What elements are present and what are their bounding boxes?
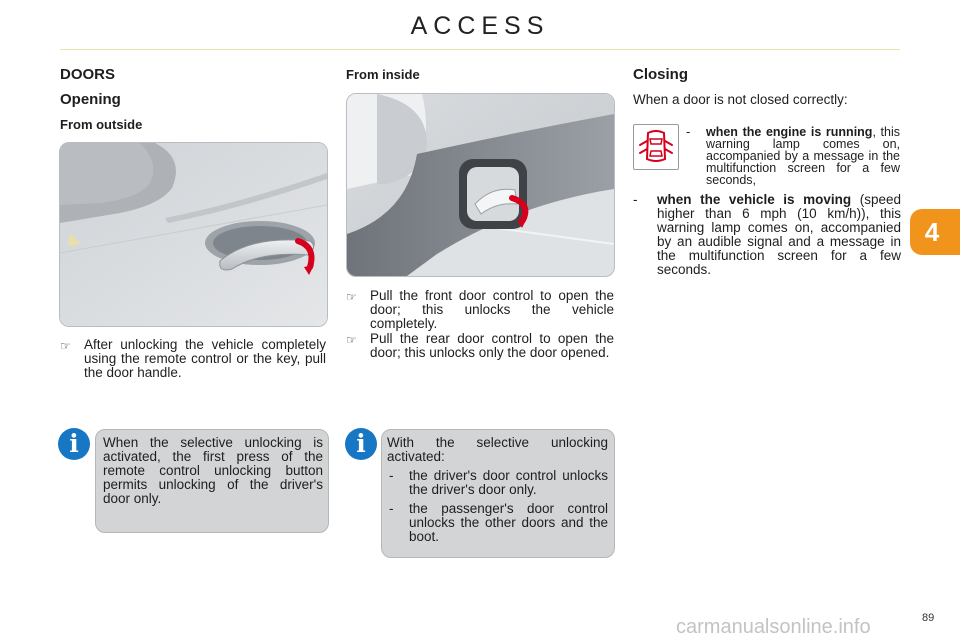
dash-marker: -	[389, 501, 394, 516]
dash-marker: -	[686, 124, 691, 139]
inside-instructions	[346, 289, 614, 360]
info-box-selective-unlocking-doors	[381, 429, 615, 558]
info-box-selective-unlocking	[95, 429, 329, 533]
chapter-tab: 4	[910, 209, 960, 255]
inside-instruction-rear: Pull the rear door control to open the door; this unlocks only the door opened.	[370, 331, 614, 360]
heading-opening: Opening	[60, 91, 121, 108]
heading-from-inside: From inside	[346, 67, 420, 82]
engine-running-label: when the engine is running	[706, 125, 873, 139]
car-door-open-icon	[634, 125, 678, 169]
closing-item-vehicle-moving	[633, 193, 901, 277]
engine-running-text: , this warning lamp comes on, accompanied by a message in the multifunction screen for a few seconds,	[706, 125, 900, 187]
outside-instruction	[60, 338, 326, 380]
inside-instruction-front: Pull the front door control to open the door; this unlocks the vehicle completely.	[370, 288, 614, 331]
dash-marker: -	[389, 468, 394, 483]
heading-from-outside: From outside	[60, 117, 143, 132]
door-open-warning-lamp-icon	[633, 124, 679, 170]
watermark: carmanualsonline.info	[676, 616, 871, 638]
interior-door-illustration	[347, 94, 614, 276]
info-box-item-driver: the driver's door control unlocks the driver's door only.	[409, 468, 608, 497]
heading-closing: Closing	[633, 66, 688, 83]
heading-doors: DOORS	[60, 66, 116, 83]
pointing-hand-icon: ☞	[346, 333, 357, 347]
info-box-item-passenger: the passenger's door control unlocks the other doors and the boot.	[409, 501, 608, 544]
interior-door-handle-image	[346, 93, 615, 277]
pointing-hand-icon: ☞	[346, 290, 357, 304]
vehicle-moving-text: (speed higher than 6 mph (10 km/h)), this warning lamp comes on, accompanied by an audible signal and a message in the multifunction screen for a few seconds.	[657, 192, 902, 277]
pointing-hand-icon: ☞	[60, 339, 71, 353]
page-title: ACCESS	[410, 12, 550, 40]
title-divider	[60, 49, 900, 50]
exterior-door-illustration	[60, 143, 327, 326]
info-box-text: When the selective unlocking is activated, the first press of the remote control unlocking button permits unlocking of the driver's door only.	[103, 435, 323, 506]
info-box-intro: With the selective unlocking activated:	[387, 435, 608, 464]
closing-item-engine-running	[686, 126, 900, 186]
page-number: 89	[922, 612, 935, 624]
info-icon: i	[58, 428, 90, 460]
closing-intro: When a door is not closed correctly:	[633, 92, 848, 107]
vehicle-moving-label: when the vehicle is moving	[657, 192, 852, 207]
dash-marker: -	[633, 192, 638, 207]
exterior-door-handle-image	[59, 142, 328, 327]
info-icon: i	[345, 428, 377, 460]
outside-instruction-text: After unlocking the vehicle completely using the remote control or the key, pull the door handle.	[84, 337, 326, 380]
